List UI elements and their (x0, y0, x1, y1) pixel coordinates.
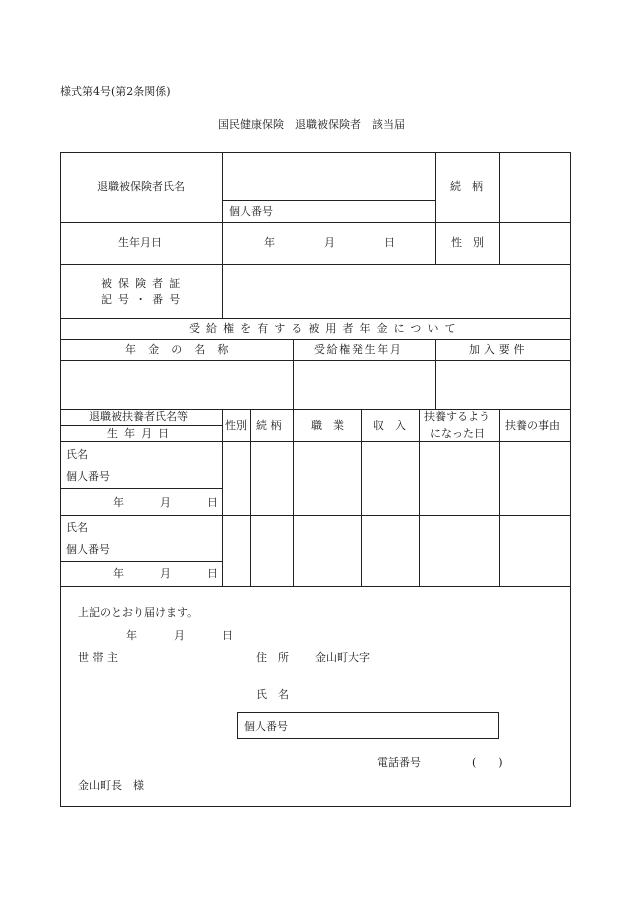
retiree-name-label: 退職被保険者氏名 (97, 180, 185, 193)
dep1-month-label: 月 (160, 496, 171, 509)
dependent-since-header-1: 扶養するよう (424, 410, 490, 423)
personal-number-label: 個人番号 (229, 205, 273, 218)
dependent-reason-header: 扶養の事由 (505, 419, 560, 432)
dep2-year-label: 年 (113, 567, 124, 580)
vline-pension-1 (293, 339, 294, 409)
vline-relation-col (435, 152, 436, 264)
birth-day-label: 日 (384, 236, 395, 249)
dependent-relation-header: 続 柄 (256, 419, 282, 432)
address-value: 金山町大字 (315, 651, 370, 664)
declaration-year-label: 年 (126, 629, 137, 642)
address-label: 住 所 (256, 651, 289, 664)
relation-label: 続 柄 (450, 180, 483, 193)
personal-number-box[interactable] (237, 712, 499, 739)
insurance-card-label-2: 記号・番号 (101, 293, 187, 306)
phone-parens: ( ) (472, 756, 503, 769)
declaration-statement: 上記のとおり届けます。 (78, 606, 199, 619)
line-card-top (60, 264, 571, 265)
declaration-month-label: 月 (174, 629, 185, 642)
vline-dep-5 (419, 409, 420, 586)
addressee-label: 金山町長 様 (78, 779, 144, 792)
birthdate-label: 生年月日 (118, 236, 162, 249)
pension-name-header: 年金の名称 (125, 343, 241, 356)
dep2-number-label: 個人番号 (66, 543, 110, 556)
enrollment-header: 加入要件 (469, 343, 529, 356)
dependent-since-header-2: になった日 (430, 427, 485, 440)
dep1-number-label: 個人番号 (66, 470, 110, 483)
dep2-name-label: 氏名 (66, 521, 88, 534)
insurance-card-label-1: 被保険者証 (101, 277, 187, 290)
applicant-name-label: 氏 名 (256, 688, 289, 701)
dep2-day-label: 日 (207, 567, 218, 580)
line-dep2-top (60, 515, 571, 516)
line-dep2-date (60, 561, 222, 562)
line-pension-title-top (60, 318, 571, 319)
line-birth-top (60, 222, 571, 223)
dep1-year-label: 年 (113, 496, 124, 509)
line-pension-row-top (60, 360, 571, 361)
dependent-birth-header: 生年月日 (107, 427, 176, 440)
vline-pension-2 (435, 339, 436, 409)
line-pension-header-top (60, 339, 571, 340)
vline-dep-1 (222, 409, 223, 586)
line-personal-number-top (222, 200, 435, 201)
dependent-gender-header: 性別 (225, 419, 247, 432)
dep1-name-label: 氏名 (66, 448, 88, 461)
vline-dep-3 (293, 409, 294, 586)
eligibility-date-header: 受給権発生年月 (314, 343, 403, 356)
personal-number-box-label: 個人番号 (244, 720, 288, 733)
phone-label: 電話番号 (377, 756, 421, 769)
line-dep1-top (60, 441, 571, 442)
vline-dep-6 (499, 409, 500, 586)
vline-dep-2 (250, 409, 251, 586)
line-declaration-top (60, 586, 571, 587)
vline-label-col (222, 152, 223, 318)
dep1-day-label: 日 (207, 496, 218, 509)
head-of-household-label: 世 帯 主 (78, 651, 118, 664)
birth-year-label: 年 (264, 236, 275, 249)
dependent-income-header: 収 入 (373, 419, 406, 432)
dependent-occupation-header: 職 業 (311, 419, 344, 432)
line-dep1-date (60, 488, 222, 489)
form-title: 国民健康保険 退職被保険者 該当届 (218, 118, 405, 131)
line-dependents-header-mid (60, 425, 222, 426)
form-number: 様式第4号(第2条関係) (60, 85, 171, 98)
form-frame (60, 152, 571, 807)
gender-label: 性 別 (451, 236, 484, 249)
dep2-month-label: 月 (160, 567, 171, 580)
birth-month-label: 月 (324, 236, 335, 249)
vline-relation-value-col (499, 152, 500, 264)
vline-dep-4 (361, 409, 362, 586)
dependent-name-header: 退職被扶養者氏名等 (89, 410, 188, 423)
pension-section-title: 受給権を有する被用者年金について (189, 322, 462, 335)
declaration-day-label: 日 (222, 629, 233, 642)
